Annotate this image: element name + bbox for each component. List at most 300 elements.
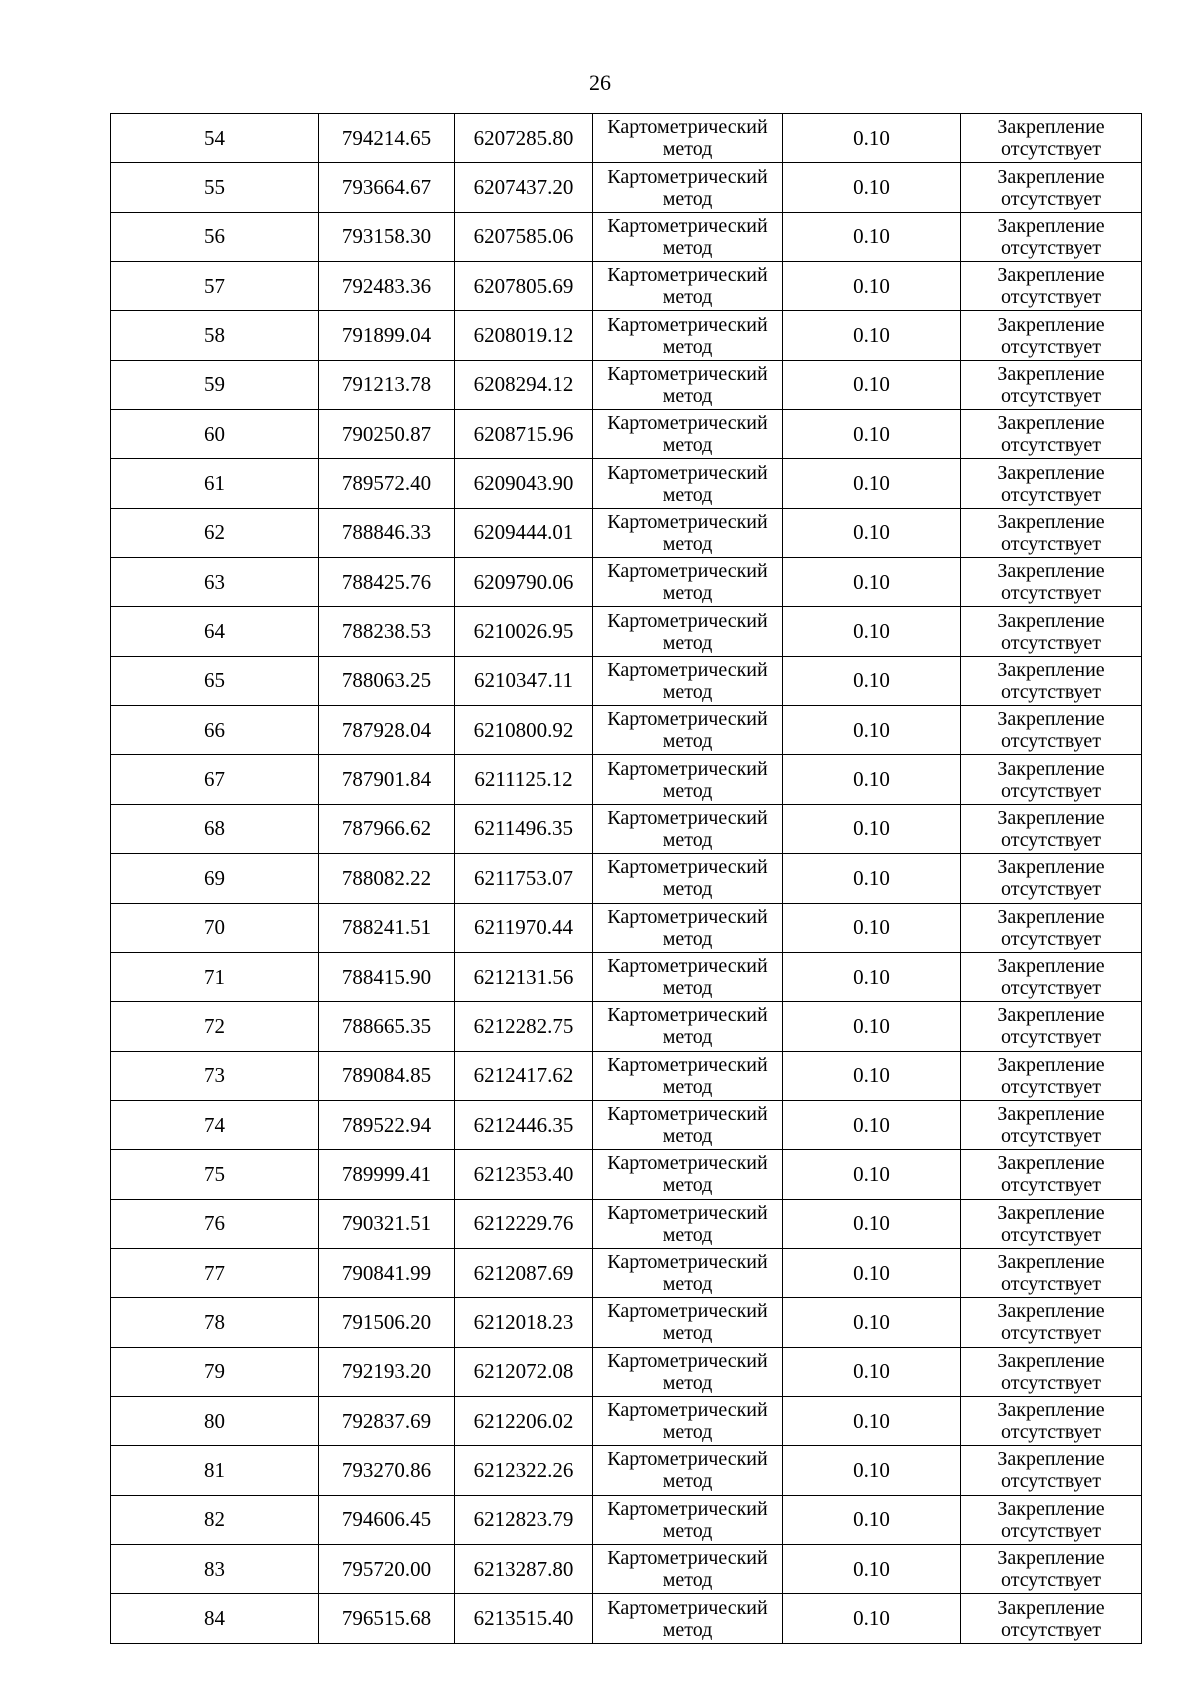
fixing-cell bbox=[961, 903, 1142, 952]
fixing-cell-line: отсутствует bbox=[1000, 1371, 1102, 1394]
method-cell-line: Картометрический bbox=[607, 313, 768, 336]
method-cell-line: метод bbox=[662, 483, 713, 506]
method-cell-line: Картометрический bbox=[607, 560, 768, 583]
point-number-cell: 59 bbox=[111, 360, 319, 409]
x-coordinate-cell: 790321.51 bbox=[319, 1199, 455, 1248]
fixing-cell-line: отсутствует bbox=[1000, 977, 1102, 1000]
fixing-cell-line: отсутствует bbox=[1000, 730, 1102, 753]
table-row bbox=[111, 1199, 1142, 1248]
point-number-cell: 84 bbox=[111, 1594, 319, 1644]
x-coordinate-cell: 788063.25 bbox=[319, 656, 455, 705]
y-coordinate-cell: 6208294.12 bbox=[455, 360, 593, 409]
method-cell-line: метод bbox=[662, 1569, 713, 1592]
method-cell-line: метод bbox=[662, 1026, 713, 1049]
method-cell-line: Картометрический bbox=[607, 1547, 768, 1570]
method-cell-line: Картометрический bbox=[607, 658, 768, 681]
error-cell: 0.10 bbox=[783, 360, 961, 409]
method-cell-line: Картометрический bbox=[607, 1053, 768, 1076]
method-cell-line: Картометрический bbox=[607, 362, 768, 385]
x-coordinate-cell: 788665.35 bbox=[319, 1002, 455, 1051]
method-cell-line: Картометрический bbox=[607, 757, 768, 780]
fixing-cell-line: Закрепление bbox=[997, 1300, 1105, 1323]
method-cell-line: Картометрический bbox=[607, 1201, 768, 1224]
point-number-cell: 82 bbox=[111, 1495, 319, 1544]
x-coordinate-cell: 794214.65 bbox=[319, 114, 455, 163]
method-cell-line: метод bbox=[662, 582, 713, 605]
fixing-cell-line: Закрепление bbox=[997, 905, 1105, 928]
method-cell bbox=[593, 1594, 783, 1644]
table-row bbox=[111, 1594, 1142, 1644]
error-cell: 0.10 bbox=[783, 1495, 961, 1544]
fixing-cell-line: Закрепление bbox=[997, 510, 1105, 533]
method-cell-line: метод bbox=[662, 384, 713, 407]
y-coordinate-cell: 6212322.26 bbox=[455, 1446, 593, 1495]
method-cell-line: метод bbox=[662, 878, 713, 901]
fixing-cell-line: отсутствует bbox=[1000, 335, 1102, 358]
x-coordinate-cell: 789522.94 bbox=[319, 1100, 455, 1149]
coordinates-table bbox=[110, 113, 1142, 1644]
x-coordinate-cell: 788415.90 bbox=[319, 952, 455, 1001]
fixing-cell bbox=[961, 360, 1142, 409]
fixing-cell-line: отсутствует bbox=[1000, 434, 1102, 457]
table-row bbox=[111, 1248, 1142, 1297]
x-coordinate-cell: 787928.04 bbox=[319, 706, 455, 755]
fixing-cell bbox=[961, 410, 1142, 459]
fixing-cell bbox=[961, 212, 1142, 261]
y-coordinate-cell: 6212229.76 bbox=[455, 1199, 593, 1248]
fixing-cell bbox=[961, 163, 1142, 212]
fixing-cell bbox=[961, 558, 1142, 607]
method-cell-line: Картометрический bbox=[607, 1497, 768, 1520]
method-cell-line: Картометрический bbox=[607, 165, 768, 188]
fixing-cell bbox=[961, 1594, 1142, 1644]
y-coordinate-cell: 6212131.56 bbox=[455, 952, 593, 1001]
table-row bbox=[111, 1002, 1142, 1051]
method-cell bbox=[593, 1248, 783, 1297]
method-cell bbox=[593, 1347, 783, 1396]
fixing-cell-line: Закрепление bbox=[997, 1596, 1105, 1619]
fixing-cell-line: отсутствует bbox=[1000, 1174, 1102, 1197]
table-row bbox=[111, 1396, 1142, 1445]
table-row bbox=[111, 360, 1142, 409]
error-cell: 0.10 bbox=[783, 410, 961, 459]
point-number-cell: 54 bbox=[111, 114, 319, 163]
method-cell bbox=[593, 804, 783, 853]
method-cell-line: метод bbox=[662, 1273, 713, 1296]
x-coordinate-cell: 787966.62 bbox=[319, 804, 455, 853]
fixing-cell-line: Закрепление bbox=[997, 609, 1105, 632]
method-cell-line: метод bbox=[662, 1322, 713, 1345]
fixing-cell-line: отсутствует bbox=[1000, 1618, 1102, 1641]
error-cell: 0.10 bbox=[783, 1446, 961, 1495]
method-cell bbox=[593, 952, 783, 1001]
fixing-cell-line: Закрепление bbox=[997, 1497, 1105, 1520]
method-cell-line: Картометрический bbox=[607, 1448, 768, 1471]
fixing-cell-line: Закрепление bbox=[997, 1251, 1105, 1274]
method-cell-line: метод bbox=[662, 927, 713, 950]
error-cell: 0.10 bbox=[783, 1248, 961, 1297]
y-coordinate-cell: 6212446.35 bbox=[455, 1100, 593, 1149]
table-row bbox=[111, 1150, 1142, 1199]
method-cell bbox=[593, 311, 783, 360]
point-number-cell: 64 bbox=[111, 607, 319, 656]
fixing-cell-line: отсутствует bbox=[1000, 286, 1102, 309]
method-cell-line: Картометрический bbox=[607, 1004, 768, 1027]
fixing-cell-line: отсутствует bbox=[1000, 384, 1102, 407]
method-cell bbox=[593, 1051, 783, 1100]
error-cell: 0.10 bbox=[783, 607, 961, 656]
method-cell bbox=[593, 459, 783, 508]
x-coordinate-cell: 791213.78 bbox=[319, 360, 455, 409]
fixing-cell-line: отсутствует bbox=[1000, 779, 1102, 802]
method-cell-line: Картометрический bbox=[607, 806, 768, 829]
fixing-cell-line: отсутствует bbox=[1000, 680, 1102, 703]
fixing-cell-line: отсутствует bbox=[1000, 878, 1102, 901]
fixing-cell-line: отсутствует bbox=[1000, 236, 1102, 259]
method-cell bbox=[593, 163, 783, 212]
table-row bbox=[111, 607, 1142, 656]
error-cell: 0.10 bbox=[783, 706, 961, 755]
y-coordinate-cell: 6207437.20 bbox=[455, 163, 593, 212]
method-cell bbox=[593, 1002, 783, 1051]
table-row bbox=[111, 508, 1142, 557]
x-coordinate-cell: 788425.76 bbox=[319, 558, 455, 607]
method-cell-line: Картометрический bbox=[607, 708, 768, 731]
x-coordinate-cell: 793664.67 bbox=[319, 163, 455, 212]
method-cell bbox=[593, 607, 783, 656]
x-coordinate-cell: 787901.84 bbox=[319, 755, 455, 804]
error-cell: 0.10 bbox=[783, 163, 961, 212]
point-number-cell: 74 bbox=[111, 1100, 319, 1149]
fixing-cell bbox=[961, 1347, 1142, 1396]
method-cell-line: Картометрический bbox=[607, 510, 768, 533]
point-number-cell: 77 bbox=[111, 1248, 319, 1297]
y-coordinate-cell: 6213287.80 bbox=[455, 1544, 593, 1593]
fixing-cell-line: отсутствует bbox=[1000, 1125, 1102, 1148]
fixing-cell bbox=[961, 656, 1142, 705]
fixing-cell-line: Закрепление bbox=[997, 1349, 1105, 1372]
fixing-cell bbox=[961, 607, 1142, 656]
fixing-cell-line: Закрепление bbox=[997, 264, 1105, 287]
fixing-cell bbox=[961, 1544, 1142, 1593]
x-coordinate-cell: 790250.87 bbox=[319, 410, 455, 459]
method-cell bbox=[593, 1495, 783, 1544]
method-cell-line: Картометрический bbox=[607, 1596, 768, 1619]
error-cell: 0.10 bbox=[783, 1150, 961, 1199]
fixing-cell-line: Закрепление bbox=[997, 1004, 1105, 1027]
x-coordinate-cell: 791899.04 bbox=[319, 311, 455, 360]
point-number-cell: 60 bbox=[111, 410, 319, 459]
point-number-cell: 57 bbox=[111, 262, 319, 311]
fixing-cell bbox=[961, 854, 1142, 903]
point-number-cell: 62 bbox=[111, 508, 319, 557]
method-cell bbox=[593, 212, 783, 261]
point-number-cell: 67 bbox=[111, 755, 319, 804]
error-cell: 0.10 bbox=[783, 311, 961, 360]
fixing-cell bbox=[961, 1446, 1142, 1495]
fixing-cell-line: Закрепление bbox=[997, 1152, 1105, 1175]
fixing-cell-line: отсутствует bbox=[1000, 1075, 1102, 1098]
fixing-cell-line: Закрепление bbox=[997, 806, 1105, 829]
method-cell-line: метод bbox=[662, 434, 713, 457]
fixing-cell bbox=[961, 508, 1142, 557]
method-cell-line: метод bbox=[662, 1174, 713, 1197]
y-coordinate-cell: 6212206.02 bbox=[455, 1396, 593, 1445]
error-cell: 0.10 bbox=[783, 903, 961, 952]
point-number-cell: 80 bbox=[111, 1396, 319, 1445]
error-cell: 0.10 bbox=[783, 212, 961, 261]
y-coordinate-cell: 6208715.96 bbox=[455, 410, 593, 459]
table-row bbox=[111, 854, 1142, 903]
fixing-cell-line: Закрепление bbox=[997, 757, 1105, 780]
y-coordinate-cell: 6211125.12 bbox=[455, 755, 593, 804]
y-coordinate-cell: 6212417.62 bbox=[455, 1051, 593, 1100]
fixing-cell-line: отсутствует bbox=[1000, 1223, 1102, 1246]
method-cell-line: Картометрический bbox=[607, 264, 768, 287]
fixing-cell-line: Закрепление bbox=[997, 1448, 1105, 1471]
method-cell bbox=[593, 706, 783, 755]
error-cell: 0.10 bbox=[783, 656, 961, 705]
y-coordinate-cell: 6211970.44 bbox=[455, 903, 593, 952]
x-coordinate-cell: 793270.86 bbox=[319, 1446, 455, 1495]
method-cell-line: Картометрический bbox=[607, 1152, 768, 1175]
method-cell-line: метод bbox=[662, 286, 713, 309]
method-cell-line: Картометрический bbox=[607, 461, 768, 484]
x-coordinate-cell: 789572.40 bbox=[319, 459, 455, 508]
fixing-cell bbox=[961, 262, 1142, 311]
method-cell-line: метод bbox=[662, 335, 713, 358]
error-cell: 0.10 bbox=[783, 114, 961, 163]
method-cell bbox=[593, 1446, 783, 1495]
page-number: 26 bbox=[589, 70, 611, 95]
fixing-cell-line: отсутствует bbox=[1000, 1026, 1102, 1049]
method-cell bbox=[593, 508, 783, 557]
method-cell-line: метод bbox=[662, 1470, 713, 1493]
method-cell-line: метод bbox=[662, 1421, 713, 1444]
error-cell: 0.10 bbox=[783, 1199, 961, 1248]
point-number-cell: 63 bbox=[111, 558, 319, 607]
fixing-cell bbox=[961, 114, 1142, 163]
y-coordinate-cell: 6207285.80 bbox=[455, 114, 593, 163]
method-cell-line: метод bbox=[662, 236, 713, 259]
table-row bbox=[111, 1446, 1142, 1495]
y-coordinate-cell: 6209444.01 bbox=[455, 508, 593, 557]
error-cell: 0.10 bbox=[783, 1298, 961, 1347]
fixing-cell-line: Закрепление bbox=[997, 165, 1105, 188]
point-number-cell: 58 bbox=[111, 311, 319, 360]
method-cell-line: Картометрический bbox=[607, 1349, 768, 1372]
y-coordinate-cell: 6209790.06 bbox=[455, 558, 593, 607]
method-cell-line: Картометрический bbox=[607, 609, 768, 632]
error-cell: 0.10 bbox=[783, 1100, 961, 1149]
method-cell bbox=[593, 558, 783, 607]
fixing-cell-line: Закрепление bbox=[997, 708, 1105, 731]
method-cell-line: метод bbox=[662, 828, 713, 851]
fixing-cell bbox=[961, 1495, 1142, 1544]
fixing-cell-line: отсутствует bbox=[1000, 828, 1102, 851]
error-cell: 0.10 bbox=[783, 952, 961, 1001]
table-row bbox=[111, 1495, 1142, 1544]
method-cell-line: метод bbox=[662, 1075, 713, 1098]
table-row bbox=[111, 212, 1142, 261]
y-coordinate-cell: 6212018.23 bbox=[455, 1298, 593, 1347]
x-coordinate-cell: 788846.33 bbox=[319, 508, 455, 557]
error-cell: 0.10 bbox=[783, 508, 961, 557]
table-row bbox=[111, 903, 1142, 952]
fixing-cell-line: Закрепление bbox=[997, 658, 1105, 681]
point-number-cell: 72 bbox=[111, 1002, 319, 1051]
x-coordinate-cell: 789084.85 bbox=[319, 1051, 455, 1100]
fixing-cell-line: Закрепление bbox=[997, 461, 1105, 484]
table-row bbox=[111, 163, 1142, 212]
fixing-cell-line: Закрепление bbox=[997, 856, 1105, 879]
error-cell: 0.10 bbox=[783, 262, 961, 311]
y-coordinate-cell: 6212353.40 bbox=[455, 1150, 593, 1199]
point-number-cell: 56 bbox=[111, 212, 319, 261]
x-coordinate-cell: 791506.20 bbox=[319, 1298, 455, 1347]
point-number-cell: 78 bbox=[111, 1298, 319, 1347]
method-cell bbox=[593, 656, 783, 705]
y-coordinate-cell: 6212087.69 bbox=[455, 1248, 593, 1297]
fixing-cell bbox=[961, 804, 1142, 853]
method-cell-line: Картометрический bbox=[607, 1103, 768, 1126]
method-cell-line: Картометрический bbox=[607, 1399, 768, 1422]
fixing-cell bbox=[961, 459, 1142, 508]
fixing-cell-line: отсутствует bbox=[1000, 483, 1102, 506]
point-number-cell: 73 bbox=[111, 1051, 319, 1100]
method-cell-line: Картометрический bbox=[607, 955, 768, 978]
fixing-cell-line: Закрепление bbox=[997, 116, 1105, 139]
table-row bbox=[111, 1298, 1142, 1347]
x-coordinate-cell: 788241.51 bbox=[319, 903, 455, 952]
method-cell-line: метод bbox=[662, 138, 713, 161]
y-coordinate-cell: 6210800.92 bbox=[455, 706, 593, 755]
fixing-cell-line: отсутствует bbox=[1000, 1273, 1102, 1296]
fixing-cell bbox=[961, 755, 1142, 804]
fixing-cell-line: отсутствует bbox=[1000, 1322, 1102, 1345]
error-cell: 0.10 bbox=[783, 1594, 961, 1644]
fixing-cell-line: Закрепление bbox=[997, 362, 1105, 385]
fixing-cell-line: Закрепление bbox=[997, 1103, 1105, 1126]
table-row bbox=[111, 952, 1142, 1001]
method-cell bbox=[593, 903, 783, 952]
error-cell: 0.10 bbox=[783, 854, 961, 903]
fixing-cell-line: Закрепление bbox=[997, 1547, 1105, 1570]
point-number-cell: 55 bbox=[111, 163, 319, 212]
method-cell bbox=[593, 1396, 783, 1445]
x-coordinate-cell: 793158.30 bbox=[319, 212, 455, 261]
y-coordinate-cell: 6212072.08 bbox=[455, 1347, 593, 1396]
method-cell bbox=[593, 1298, 783, 1347]
fixing-cell bbox=[961, 1100, 1142, 1149]
fixing-cell-line: отсутствует bbox=[1000, 138, 1102, 161]
method-cell-line: метод bbox=[662, 977, 713, 1000]
table-row bbox=[111, 262, 1142, 311]
table-row bbox=[111, 1051, 1142, 1100]
error-cell: 0.10 bbox=[783, 558, 961, 607]
point-number-cell: 75 bbox=[111, 1150, 319, 1199]
x-coordinate-cell: 788082.22 bbox=[319, 854, 455, 903]
y-coordinate-cell: 6212282.75 bbox=[455, 1002, 593, 1051]
method-cell bbox=[593, 1199, 783, 1248]
x-coordinate-cell: 792193.20 bbox=[319, 1347, 455, 1396]
point-number-cell: 71 bbox=[111, 952, 319, 1001]
method-cell-line: Картометрический bbox=[607, 856, 768, 879]
x-coordinate-cell: 792837.69 bbox=[319, 1396, 455, 1445]
fixing-cell bbox=[961, 1002, 1142, 1051]
method-cell-line: Картометрический bbox=[607, 905, 768, 928]
fixing-cell bbox=[961, 1150, 1142, 1199]
method-cell-line: Картометрический bbox=[607, 412, 768, 435]
table-row bbox=[111, 1100, 1142, 1149]
method-cell bbox=[593, 114, 783, 163]
point-number-cell: 66 bbox=[111, 706, 319, 755]
point-number-cell: 69 bbox=[111, 854, 319, 903]
fixing-cell-line: отсутствует bbox=[1000, 1470, 1102, 1493]
error-cell: 0.10 bbox=[783, 804, 961, 853]
table-row bbox=[111, 558, 1142, 607]
x-coordinate-cell: 796515.68 bbox=[319, 1594, 455, 1644]
table-row bbox=[111, 755, 1142, 804]
table-row bbox=[111, 804, 1142, 853]
x-coordinate-cell: 789999.41 bbox=[319, 1150, 455, 1199]
y-coordinate-cell: 6210026.95 bbox=[455, 607, 593, 656]
fixing-cell-line: Закрепление bbox=[997, 214, 1105, 237]
method-cell-line: метод bbox=[662, 532, 713, 555]
method-cell bbox=[593, 854, 783, 903]
y-coordinate-cell: 6209043.90 bbox=[455, 459, 593, 508]
fixing-cell bbox=[961, 706, 1142, 755]
method-cell-line: метод bbox=[662, 187, 713, 210]
fixing-cell bbox=[961, 1396, 1142, 1445]
fixing-cell-line: Закрепление bbox=[997, 560, 1105, 583]
point-number-cell: 79 bbox=[111, 1347, 319, 1396]
fixing-cell-line: Закрепление bbox=[997, 313, 1105, 336]
fixing-cell-line: отсутствует bbox=[1000, 1569, 1102, 1592]
table-row bbox=[111, 1347, 1142, 1396]
fixing-cell-line: Закрепление bbox=[997, 955, 1105, 978]
fixing-cell-line: Закрепление bbox=[997, 1201, 1105, 1224]
fixing-cell bbox=[961, 1298, 1142, 1347]
fixing-cell-line: отсутствует bbox=[1000, 927, 1102, 950]
coordinates-table-body bbox=[111, 114, 1142, 1644]
table-row bbox=[111, 311, 1142, 360]
fixing-cell bbox=[961, 1248, 1142, 1297]
table-row bbox=[111, 114, 1142, 163]
table-row bbox=[111, 459, 1142, 508]
table-row bbox=[111, 410, 1142, 459]
fixing-cell-line: Закрепление bbox=[997, 412, 1105, 435]
point-number-cell: 70 bbox=[111, 903, 319, 952]
method-cell-line: Картометрический bbox=[607, 214, 768, 237]
x-coordinate-cell: 792483.36 bbox=[319, 262, 455, 311]
table-row bbox=[111, 1544, 1142, 1593]
x-coordinate-cell: 795720.00 bbox=[319, 1544, 455, 1593]
fixing-cell-line: отсутствует bbox=[1000, 187, 1102, 210]
error-cell: 0.10 bbox=[783, 1396, 961, 1445]
error-cell: 0.10 bbox=[783, 1002, 961, 1051]
fixing-cell-line: отсутствует bbox=[1000, 631, 1102, 654]
method-cell bbox=[593, 1150, 783, 1199]
fixing-cell-line: отсутствует bbox=[1000, 1421, 1102, 1444]
point-number-cell: 76 bbox=[111, 1199, 319, 1248]
y-coordinate-cell: 6210347.11 bbox=[455, 656, 593, 705]
method-cell bbox=[593, 262, 783, 311]
point-number-cell: 61 bbox=[111, 459, 319, 508]
error-cell: 0.10 bbox=[783, 755, 961, 804]
error-cell: 0.10 bbox=[783, 1051, 961, 1100]
x-coordinate-cell: 790841.99 bbox=[319, 1248, 455, 1297]
